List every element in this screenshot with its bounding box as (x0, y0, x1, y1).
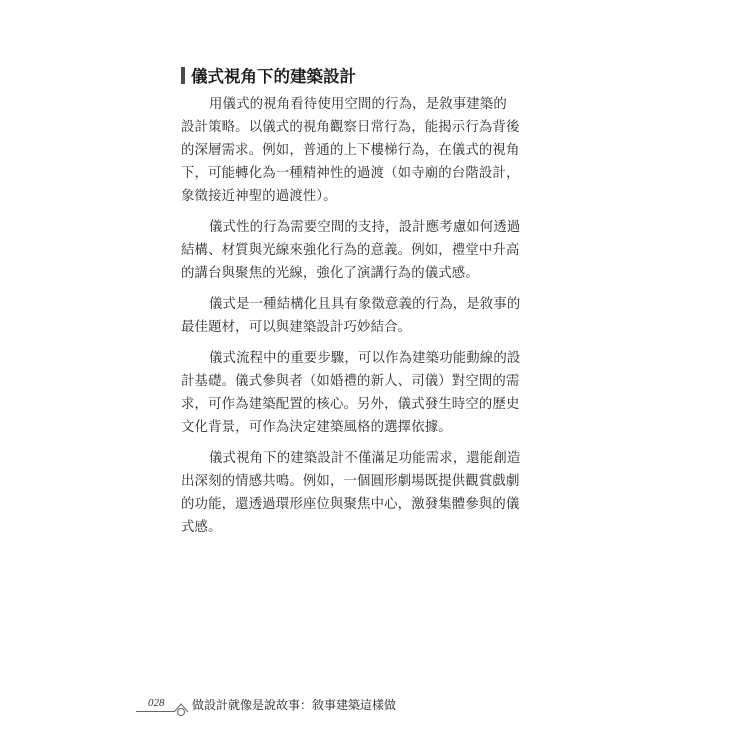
paragraph (181, 293, 541, 339)
heading-bar (181, 67, 185, 84)
text-line: 儀式流程中的重要步驟，可以作為建築功能動線的設 (209, 351, 521, 366)
section-heading (181, 63, 356, 87)
text-line: 儀式視角下的建築設計不僅滿足功能需求，還能創造 (209, 451, 521, 466)
heading-text: 儀式視角下的建築設計 (191, 67, 356, 86)
text-line: 計基礎。儀式參與者（如婚禮的新人、司儀）對空間的需 (181, 374, 520, 389)
text-line: 象徵接近神聖的過渡性）。 (181, 189, 337, 204)
text-line: 設計策略。以儀式的視角觀察日常行為，能揭示行為背後 (181, 120, 520, 135)
paragraph (181, 216, 541, 285)
text-line: 的講台與聚焦的光線，強化了演講行為的儀式感。 (181, 266, 479, 281)
paragraph (181, 347, 541, 439)
text-line: 結構、材質與光線來強化行為的意義。例如，禮堂中升高 (181, 243, 520, 258)
text-line: 儀式是一種結構化且具有象徵意義的行為，是敘事的 (209, 297, 521, 312)
text-line: 儀式性的行為需要空間的支持，設計應考慮如何透過 (209, 220, 521, 235)
body-text (181, 93, 541, 547)
text-line: 文化背景，可作為決定建築風格的選擇依據。 (181, 420, 452, 435)
text-line: 最佳題材，可以與建築設計巧妙結合。 (181, 320, 412, 335)
page-number: 028 (148, 697, 165, 709)
text-line: 用儀式的視角看待使用空間的行為，是敘事建築的 (209, 97, 507, 112)
text-line: 出深刻的情感共鳴。例如，一個圓形劇場既提供觀賞戲劇 (181, 474, 520, 489)
paragraph (181, 447, 541, 539)
text-line: 下，可能轉化為一種精神性的過渡（如寺廟的台階設計， (181, 166, 520, 181)
text-line: 式感。 (181, 520, 222, 535)
text-line: 求，可作為建築配置的核心。另外，儀式發生時空的歷史 (181, 397, 520, 412)
page-footer (136, 693, 536, 723)
footer-rule (136, 711, 174, 712)
running-title: 做設計就像是說故事：敘事建築這樣做 (192, 698, 397, 712)
footer-ornament-icon (173, 702, 189, 716)
paragraph (181, 93, 541, 208)
text-line: 的功能，還透過環形座位與聚焦中心，激發集體參與的儀 (181, 497, 520, 512)
text-line: 的深層需求。例如，普通的上下樓梯行為，在儀式的視角 (181, 143, 520, 158)
